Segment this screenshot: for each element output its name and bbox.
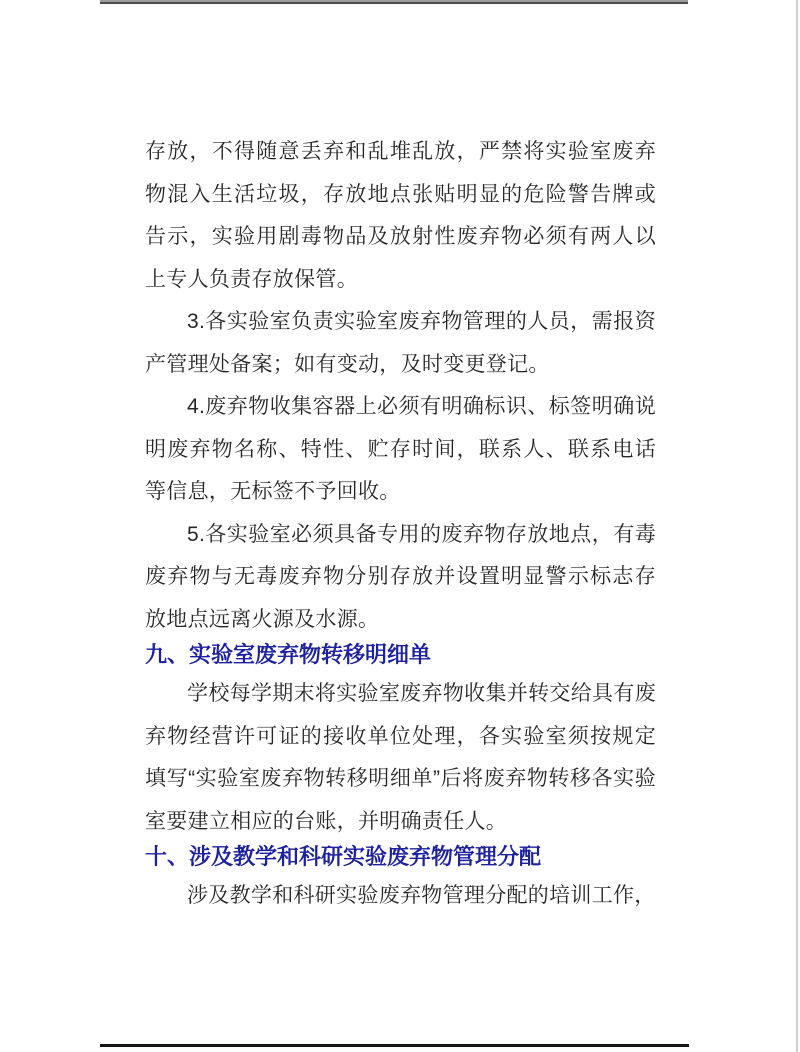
page-bottom-border (100, 1044, 689, 1047)
paragraph-item-3: 3.各实验室负责实验室废弃物管理的人员，需报资产管理处备案；如有变动，及时变更登记。 (145, 310, 656, 376)
paragraph-continuation: 存放，不得随意丢弃和乱堆乱放，严禁将实验室废弃物混入生活垃圾，存放地点张贴明显的危险警告牌或告示，实验用剧毒物品及放射性废弃物必须有两人以上专人负责存放保管。 (145, 140, 656, 291)
paragraph-section-nine-body: 学校每学期末将实验室废弃物收集并转交给具有废弃物经营许可证的接收单位处理，各实验室须按规定填写“实验室废弃物转移明细单”后将废弃物转移各实验室要建立相应的台账，并明确责任人。 (145, 682, 656, 833)
paragraph-item-4: 4.废弃物收集容器上必须有明确标识、标签明确说明废弃物名称、特性、贮存时间，联系人、联系电话等信息，无标签不予回收。 (145, 395, 656, 503)
page-top-border (100, 0, 688, 4)
document-body (145, 131, 656, 918)
section-heading-ten: 十、涉及教学和科研实验废弃物管理分配 (145, 844, 542, 869)
section-heading-nine: 九、实验室废弃物转移明细单 (145, 642, 432, 667)
paragraph-item-5: 5.各实验室必须具备专用的废弃物存放地点，有毒废弃物与无毒废弃物分别存放并设置明显警示标志存放地点远离火源及水源。 (145, 522, 656, 631)
paragraph-section-ten-body: 涉及教学和科研实验废弃物管理分配的培训工作， (187, 884, 656, 907)
page-right-edge-line (796, 0, 798, 1052)
